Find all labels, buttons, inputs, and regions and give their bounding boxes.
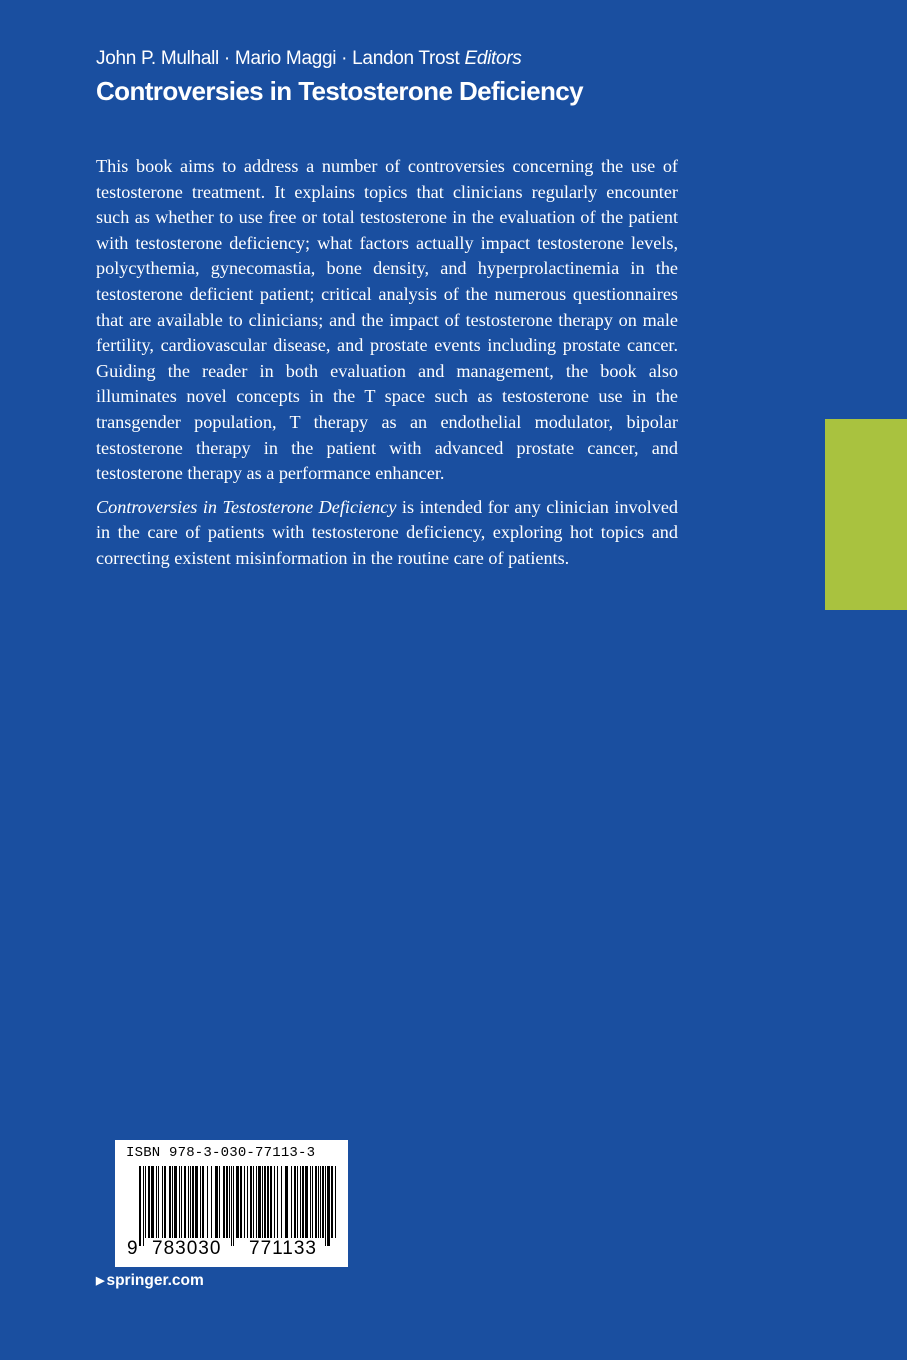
barcode-bar xyxy=(184,1166,186,1238)
barcode-bar xyxy=(148,1166,150,1238)
barcode-bar xyxy=(267,1166,269,1238)
isbn-label: ISBN 978-3-030-77113-3 xyxy=(126,1145,316,1161)
barcode-bar xyxy=(305,1166,308,1238)
barcode-bar xyxy=(172,1166,173,1238)
barcode-bar xyxy=(139,1166,141,1246)
barcode-bar xyxy=(264,1166,266,1238)
barcode-bar xyxy=(277,1166,278,1238)
book-description xyxy=(96,154,678,580)
barcode-bar xyxy=(223,1166,225,1238)
barcode-bar xyxy=(274,1166,275,1238)
barcode-bar xyxy=(190,1166,191,1238)
barcode-bar xyxy=(207,1166,208,1238)
barcode-bar xyxy=(236,1166,239,1238)
barcode-digit-group-2: 771133 xyxy=(249,1238,317,1259)
barcode-digit-group-1: 783030 xyxy=(152,1238,222,1259)
barcode-bar xyxy=(169,1166,171,1238)
barcode-bar xyxy=(233,1166,234,1246)
editors-line xyxy=(96,48,522,70)
description-paragraph-2 xyxy=(96,495,678,572)
barcode-bar xyxy=(244,1166,245,1238)
barcode-bar xyxy=(247,1166,248,1238)
barcode-bar xyxy=(145,1166,146,1238)
barcode-bar xyxy=(226,1166,228,1238)
barcode-bar xyxy=(315,1166,317,1238)
barcode-bar xyxy=(211,1166,212,1238)
arrow-right-icon: ▶ xyxy=(96,1275,105,1287)
description-title-italic: Controversies in Testosterone Deficiency xyxy=(96,496,397,517)
barcode-bar xyxy=(164,1166,166,1238)
barcode-bar xyxy=(143,1166,144,1246)
barcode-bar xyxy=(310,1166,311,1238)
barcode-bar xyxy=(331,1166,333,1238)
barcode-digit-first: 9 xyxy=(127,1238,138,1259)
barcode-bars xyxy=(139,1166,339,1246)
editors-role: Editors xyxy=(464,48,522,69)
barcode-bar xyxy=(181,1166,182,1238)
barcode-bar xyxy=(291,1166,292,1238)
barcode-bar xyxy=(179,1166,180,1238)
barcode-bar xyxy=(200,1166,201,1238)
barcode-bar xyxy=(281,1166,282,1238)
barcode-bar xyxy=(231,1166,232,1246)
barcode-bar xyxy=(335,1166,336,1238)
accent-bar xyxy=(825,419,907,610)
barcode-bar xyxy=(215,1166,218,1238)
barcode-bar xyxy=(202,1166,204,1238)
barcode-bar xyxy=(250,1166,252,1238)
barcode-bar xyxy=(253,1166,254,1238)
barcode-bar xyxy=(240,1166,242,1238)
description-paragraph-2-text: is intended for any clinician involved in the care of patients with testosterone deficiency, exploring hot topics and correcting existent misinformation in the routine care of patients. xyxy=(96,496,678,568)
barcode-bar xyxy=(188,1166,189,1238)
publisher-link-text[interactable]: springer.com xyxy=(106,1272,204,1289)
barcode-bar xyxy=(192,1166,194,1238)
barcode-bar xyxy=(229,1166,230,1238)
barcode-bar xyxy=(151,1166,154,1238)
barcode-bar xyxy=(325,1166,326,1246)
barcode-bar xyxy=(285,1166,288,1238)
book-title: Controversies in Testosterone Deficiency xyxy=(96,76,584,106)
barcode-bar xyxy=(300,1166,301,1238)
barcode-bar xyxy=(322,1166,324,1238)
barcode-bar xyxy=(156,1166,157,1238)
barcode-bar xyxy=(258,1166,261,1238)
barcode-bar xyxy=(219,1166,220,1238)
barcode-bar xyxy=(320,1166,321,1238)
barcode-bar xyxy=(195,1166,198,1238)
description-paragraph-1: This book aims to address a number of controversies concerning the use of testosterone treatment. It explains topics that clinicians regularly encounter such as whether to use free or total testosterone in the evaluation of the patient with testosterone deficiency; what factors actually impact testosterone levels, polycythemia, gynecomastia, bone density, and hyperprolactinemia in the testosterone deficient patient; critical analysis of the numerous questionnaires that are available to clinicians; and the impact of testosterone therapy on male fertility, cardiovascular disease, and prostate events including prostate cancer. Guiding the reader in both evaluation and management, the book also illuminates novel concepts in the T space such as testosterone use in the transgender population, T therapy as an endothelial modulator, bipolar testosterone therapy in the patient with advanced prostate cancer, and testosterone therapy as a performance enhancer. xyxy=(96,156,678,484)
barcode-bar xyxy=(256,1166,257,1238)
barcode-bar xyxy=(294,1166,296,1238)
publisher-link[interactable] xyxy=(96,1272,204,1290)
barcode-bar xyxy=(262,1166,263,1238)
barcode-box xyxy=(115,1140,348,1267)
barcode-bar xyxy=(312,1166,313,1238)
barcode-bar xyxy=(270,1166,272,1238)
barcode-bar xyxy=(327,1166,330,1246)
barcode-bar xyxy=(302,1166,304,1238)
barcode-bar xyxy=(174,1166,177,1238)
barcode-bar xyxy=(297,1166,298,1238)
barcode-bar xyxy=(318,1166,319,1238)
barcode-bar xyxy=(162,1166,163,1238)
editor-names: John P. Mulhall · Mario Maggi · Landon Trost xyxy=(96,48,460,69)
barcode-bar xyxy=(158,1166,159,1238)
